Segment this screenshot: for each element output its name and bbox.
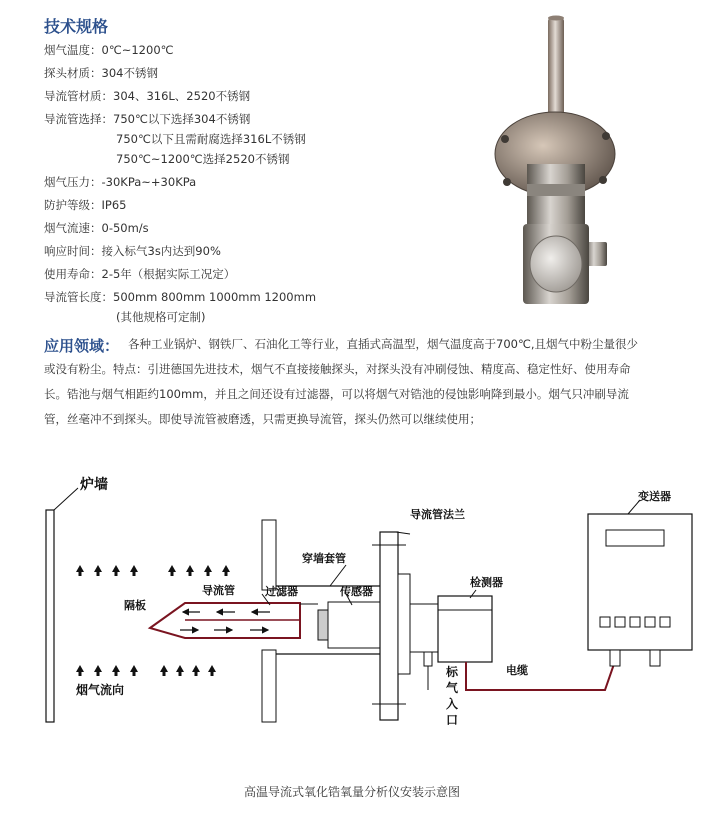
spec-tube-material: 导流管材质：304、316L、2520不锈钢	[44, 89, 251, 103]
application-title: 应用领域：	[44, 337, 120, 355]
spec-pressure: 烟气压力：-30KPa~+30KPa	[44, 175, 197, 189]
installation-diagram	[0, 460, 720, 790]
transmitter-display	[606, 530, 664, 546]
label-guide-tube: 导流管	[202, 584, 235, 597]
label-detector: 检测器	[470, 576, 503, 589]
spec-lifetime: 使用寿命：2-5年（根据实际工况定）	[44, 267, 236, 281]
spec-response: 响应时间：接入标气3s内达到90%	[44, 244, 221, 258]
label-furnace-wall: 炉墙	[80, 477, 108, 493]
label-flue-direction: 烟气流向	[76, 683, 125, 697]
spec-flow-speed: 烟气流速：0-50m/s	[44, 221, 149, 235]
application-line-4: 管，丝毫冲不到探头。即使导流管被磨透，只需更换导流管，探头仍然可以继续使用；	[44, 412, 481, 426]
specs-title: 技术规格	[44, 17, 109, 36]
product-photo	[485, 14, 635, 304]
spec-tube-choice-3: 750℃~1200℃选择2520不锈钢	[116, 152, 290, 166]
label-flange: 导流管法兰	[410, 508, 465, 521]
label-sensor: 传感器	[340, 585, 373, 598]
application-line-2: 或没有粉尘。特点：引进德国先进技术，烟气不直接接触探头，对探头没有冲刷侵蚀、精度高、稳定性好、使用寿命	[44, 362, 631, 376]
label-sleeve: 穿墙套管	[302, 552, 346, 565]
spec-tube-choice-2: 750℃以下且需耐腐选择316L不锈钢	[116, 132, 306, 146]
label-cable: 电缆	[506, 664, 528, 677]
label-gas-inlet: 标气入口	[445, 665, 458, 727]
spec-custom-note: (其他规格可定制)	[116, 310, 206, 324]
flange-plate	[380, 532, 398, 720]
label-transmitter: 变送器	[638, 490, 671, 503]
spec-flue-temp: 烟气温度：0℃~1200℃	[44, 43, 174, 57]
cable	[466, 662, 614, 690]
application-line-1: 各种工业锅炉、钢铁厂、石油化工等行业，直插式高温型，烟气温度高于700℃,且烟气中粉尘量很少	[128, 337, 639, 351]
sensor	[328, 602, 388, 648]
spec-tube-choice: 导流管选择：750℃以下选择304不锈钢	[44, 112, 251, 126]
spec-tube-length: 导流管长度：500mm 800mm 1000mm 1200mm	[44, 290, 317, 304]
application-line-3: 长。锆池与烟气相距约100mm，并且之间还设有过滤器，可以将烟气对锆池的侵蚀影响降到最小。烟气只冲刷导流	[44, 387, 629, 401]
spec-protection: 防护等级：IP65	[44, 198, 127, 212]
filter	[318, 610, 328, 640]
label-baffle: 隔板	[124, 599, 146, 612]
detector	[438, 596, 492, 662]
spec-probe-material: 探头材质：304不锈钢	[44, 66, 158, 80]
diagram-caption: 高温导流式氧化锆氧量分析仪安装示意图	[244, 785, 461, 799]
label-filter: 过滤器	[265, 585, 298, 598]
furnace-wall	[46, 510, 54, 722]
